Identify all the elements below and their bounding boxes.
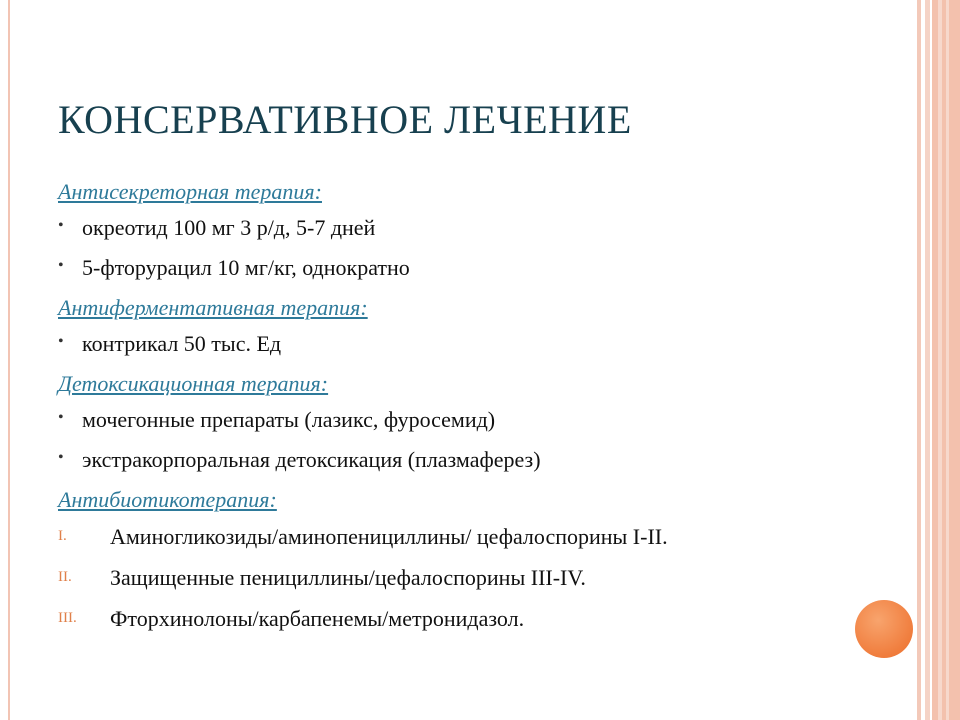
section-heading: Детоксикационная терапия: xyxy=(58,371,329,396)
bullet-icon: • xyxy=(58,333,64,350)
list-item-text: 5-фторурацил 10 мг/кг, однократно xyxy=(82,255,410,280)
numbered-item-text: Фторхинолоны/карбапенемы/метронидазол. xyxy=(110,606,525,631)
orange-circle-decoration xyxy=(855,600,913,658)
bullet-icon: • xyxy=(58,217,64,234)
bullet-icon: • xyxy=(58,449,64,466)
section-heading: Антисекреторная терапия: xyxy=(58,179,322,204)
list-item-text: мочегонные препараты (лазикс, фуросемид) xyxy=(82,407,496,432)
list-item xyxy=(58,406,878,434)
left-border-line xyxy=(8,0,10,720)
numbered-item xyxy=(58,563,878,592)
list-item xyxy=(58,330,878,358)
right-decor-stripe xyxy=(917,0,921,720)
section-heading: Антибиотикотерапия: xyxy=(58,487,277,512)
roman-numeral: II. xyxy=(58,569,72,585)
list-item xyxy=(58,214,878,242)
roman-numeral: I. xyxy=(58,528,67,544)
list-item-text: контрикал 50 тыс. Ед xyxy=(82,331,282,356)
numbered-item xyxy=(58,522,878,551)
numbered-item xyxy=(58,604,878,633)
list-item xyxy=(58,446,878,474)
right-decor-stripe xyxy=(925,0,930,720)
numbered-item-text: Защищенные пенициллины/цефалоспорины III-IV. xyxy=(110,565,586,590)
bullet-icon: • xyxy=(58,257,64,274)
list-item-text: экстракорпоральная детоксикация (плазмаферез) xyxy=(82,447,541,472)
list-item xyxy=(58,254,878,282)
slide-content xyxy=(58,178,878,645)
right-decor-stripe xyxy=(938,0,942,720)
roman-numeral: III. xyxy=(58,610,77,626)
bullet-icon: • xyxy=(58,409,64,426)
right-decor-stripe xyxy=(946,0,949,720)
section-heading: Антиферментативная терапия: xyxy=(58,295,368,320)
numbered-item-text: Аминогликозиды/аминопенициллины/ цефалоспорины I-II. xyxy=(110,524,668,549)
list-item-text: окреотид 100 мг 3 р/д, 5-7 дней xyxy=(82,215,376,240)
slide-title: КОНСЕРВАТИВНОЕ ЛЕЧЕНИЕ xyxy=(58,97,632,142)
